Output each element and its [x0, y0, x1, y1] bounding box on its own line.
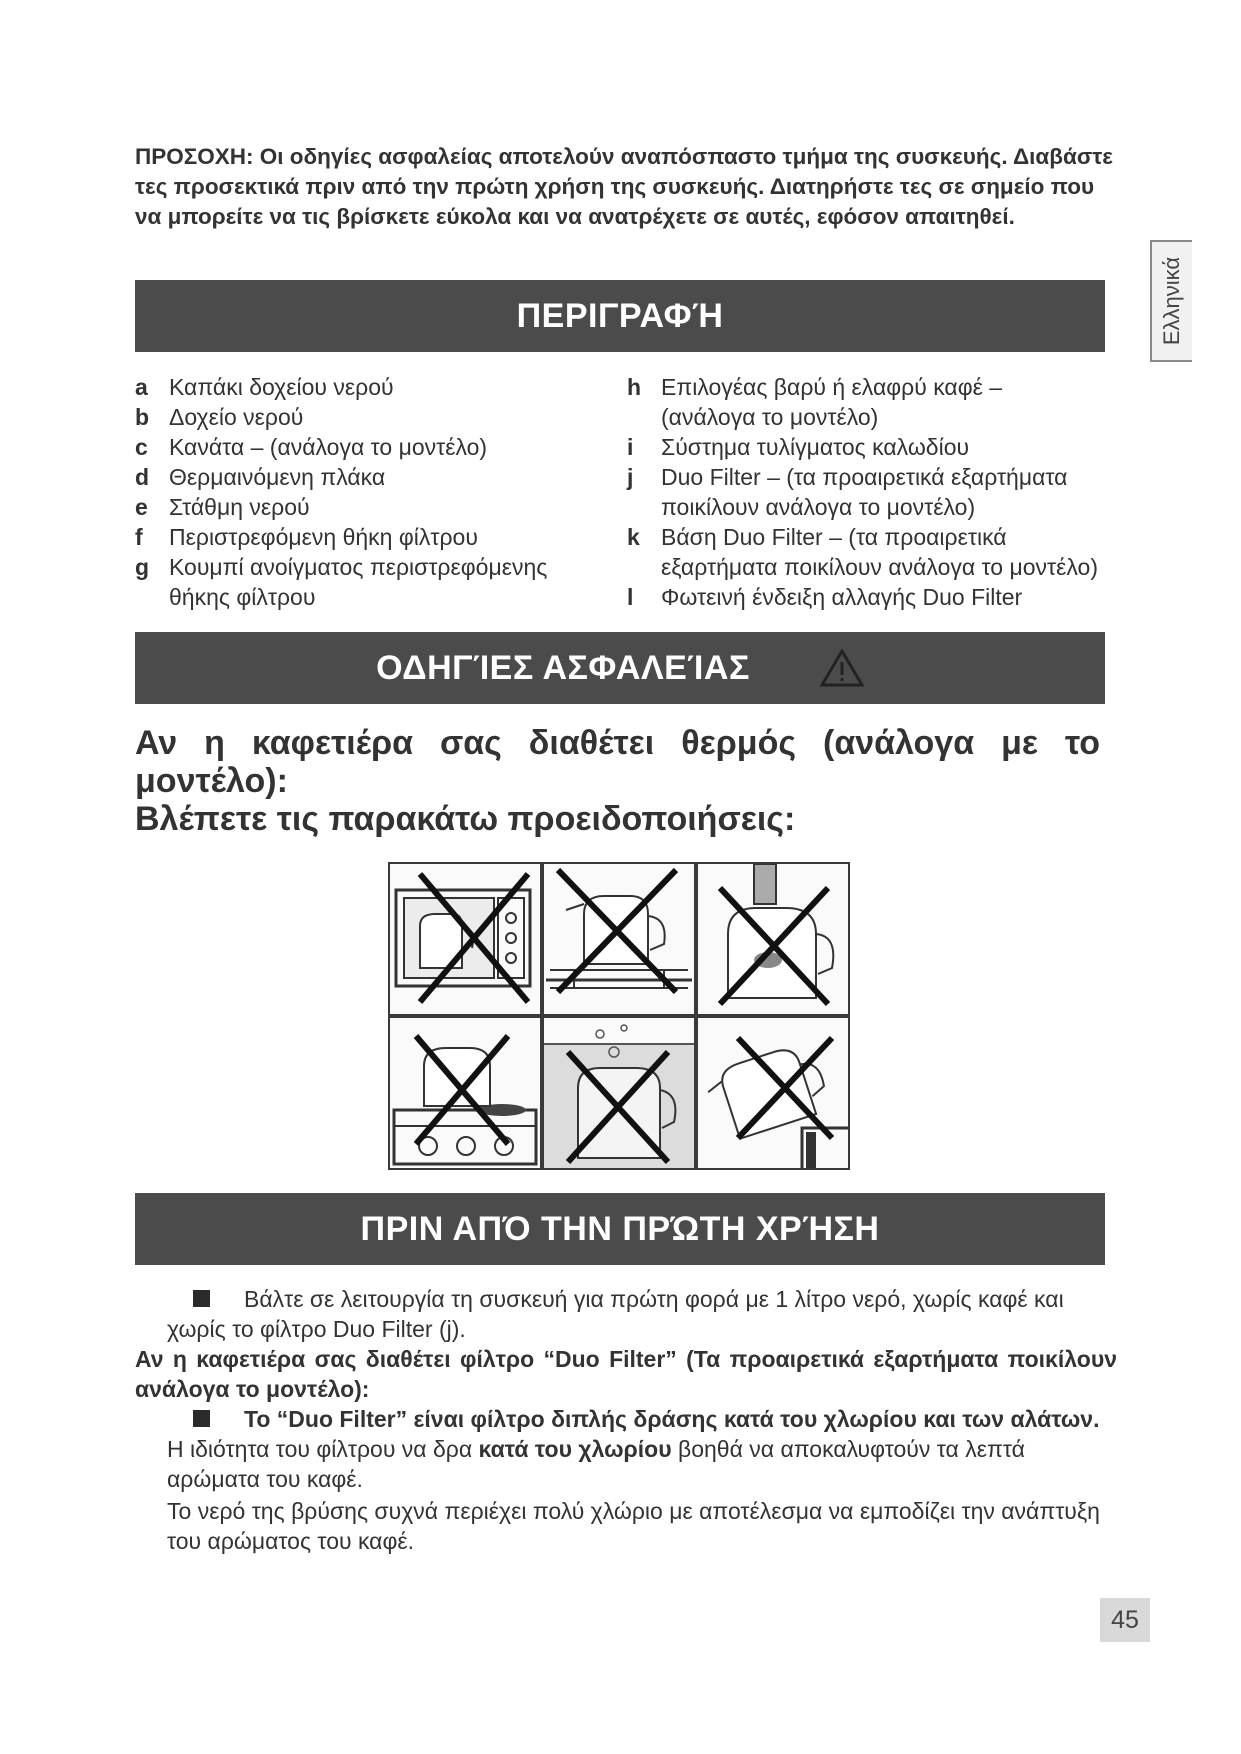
tap-water-paragraph: Το νερό της βρύσης συχνά περιέχει πολύ χλώριο με αποτέλεσμα να εμποδίζει την ανάπτυξη του αρώματος του καφέ.	[167, 1498, 1100, 1554]
item-letter: k	[627, 524, 640, 550]
item-text: Επιλογέας βαρύ ή ελαφρύ καφέ – (ανάλογα το μοντέλο)	[661, 374, 1003, 430]
item-letter: b	[135, 404, 150, 430]
item-letter: g	[135, 554, 150, 580]
pictogram-immersion	[542, 1016, 696, 1170]
bullet-square-icon	[193, 1410, 210, 1427]
thermos-heading-line2: μοντέλο):	[135, 762, 288, 800]
item-letter: a	[135, 374, 148, 400]
description-header	[135, 280, 1105, 352]
item-text: Καπάκι δοχείου νερού	[169, 374, 394, 400]
para1-end: βοηθά να αποκαλυφτούν τα λεπτά αρώματα του καφέ.	[167, 1436, 1025, 1492]
list-item	[627, 372, 1127, 432]
thermos-heading	[135, 724, 1100, 838]
first-use-header	[135, 1193, 1105, 1265]
pictogram-tilted-pour	[696, 1016, 850, 1170]
language-tab-label: Ελληνικά	[1159, 256, 1184, 346]
item-text: Στάθμη νερού	[169, 494, 310, 520]
item-letter: e	[135, 494, 148, 520]
list-item	[627, 582, 1127, 612]
description-title: ΠΕΡΙΓΡΑΦΉ	[516, 296, 724, 335]
list-item	[135, 522, 615, 552]
page-number-text: 45	[1111, 1605, 1139, 1634]
item-text: Θερμαινόμενη πλάκα	[169, 464, 386, 490]
warning-triangle-icon	[820, 649, 864, 687]
item-letter: d	[135, 464, 150, 490]
safety-title: ΟΔΗΓΊΕΣ ΑΣΦΑΛΕΊΑΣ	[376, 648, 750, 687]
thermos-heading-line1: Αν η καφετιέρα σας διαθέτει θερμός (ανάλογα με το	[135, 724, 1100, 762]
list-item	[627, 462, 1127, 522]
first-use-title: ΠΡΙΝ ΑΠΌ ΤΗΝ ΠΡΏΤΗ ΧΡΉΣΗ	[360, 1209, 880, 1248]
item-text: Κανάτα – (ανάλογα το μοντέλο)	[169, 434, 488, 460]
item-text: Duo Filter – (τα προαιρετικά εξαρτήματα ποικίλουν ανάλογα το μοντέλο)	[661, 464, 1068, 520]
thermos-heading-line3: Βλέπετε τις παρακάτω προειδοποιήσεις:	[135, 800, 796, 838]
item-text: Σύστημα τυλίγματος καλωδίου	[661, 434, 970, 460]
filter-property-paragraph	[167, 1434, 1112, 1494]
description-left-list	[135, 372, 615, 612]
item-letter: i	[627, 434, 634, 460]
safety-header	[135, 632, 1105, 704]
pictogram-microwave	[388, 862, 542, 1016]
list-item	[627, 522, 1127, 582]
item-text: Φωτεινή ένδειξη αλλαγής Duo Filter	[661, 584, 1023, 610]
item-text: Δοχείο νερού	[169, 404, 304, 430]
pictogram-electric-hob	[388, 1016, 542, 1170]
pictogram-gas-stove	[542, 862, 696, 1016]
first-use-bullet-1-cont: χωρίς το φίλτρο Duo Filter (j).	[167, 1316, 466, 1342]
list-item	[135, 432, 615, 462]
item-letter: j	[627, 464, 634, 490]
duo-filter-condition: Αν η καφετιέρα σας διαθέτει φίλτρο “Duo Filter” (Τα προαιρετικά εξαρτήματα ποικίλουν ανάλογα το μοντέλο):	[135, 1346, 1117, 1402]
list-item	[135, 492, 615, 522]
description-right-list	[627, 372, 1127, 612]
item-letter: h	[627, 374, 642, 400]
bullet-1-line-1: Βάλτε σε λειτουργία τη συσκευή για πρώτη φορά με 1 λίτρο νερό, χωρίς καφέ και	[244, 1286, 1064, 1312]
list-item	[627, 432, 1127, 462]
item-letter: l	[627, 584, 634, 610]
first-use-bullet-1	[193, 1284, 1168, 1314]
para1-start: Η ιδιότητα του φίλτρου να δρα	[167, 1436, 473, 1462]
prohibition-pictograms	[388, 862, 850, 1168]
list-item	[135, 372, 615, 402]
first-use-bullet-2	[193, 1404, 1193, 1434]
item-letter: c	[135, 434, 148, 460]
page-number	[1100, 1598, 1150, 1642]
bullet-2-text: Το “Duo Filter” είναι φίλτρο διπλής δράσης κατά του χλωρίου και των αλάτων.	[244, 1406, 1100, 1432]
item-text: Κουμπί ανοίγματος περιστρεφόμενης θήκης φίλτρου	[169, 554, 548, 610]
pictogram-water-tap	[696, 862, 850, 1016]
item-text: Βάση Duo Filter – (τα προαιρετικά εξαρτήματα ποικίλουν ανάλογα το μοντέλο)	[661, 524, 1098, 580]
item-letter: f	[135, 524, 143, 550]
item-text: Περιστρεφόμενη θήκη φίλτρου	[169, 524, 478, 550]
bullet-square-icon	[193, 1290, 210, 1307]
para1-emphasis: κατά του χλωρίου	[478, 1436, 672, 1462]
list-item	[135, 402, 615, 432]
list-item	[135, 552, 615, 612]
safety-warning-text: ΠΡΟΣΟΧΗ: Οι οδηγίες ασφαλείας αποτελούν αναπόσπαστο τμήμα της συσκευής. Διαβάστε τες προσεκτικά πριν από την πρώτη χρήση της συσκευής. Διατηρήστε τες σε σημείο που να μπορείτε να τις βρίσκετε εύκολα και να ανατρέχετε σε αυτές, εφόσον απαιτηθεί.	[135, 144, 1113, 229]
language-tab	[1150, 240, 1192, 362]
list-item	[135, 462, 615, 492]
